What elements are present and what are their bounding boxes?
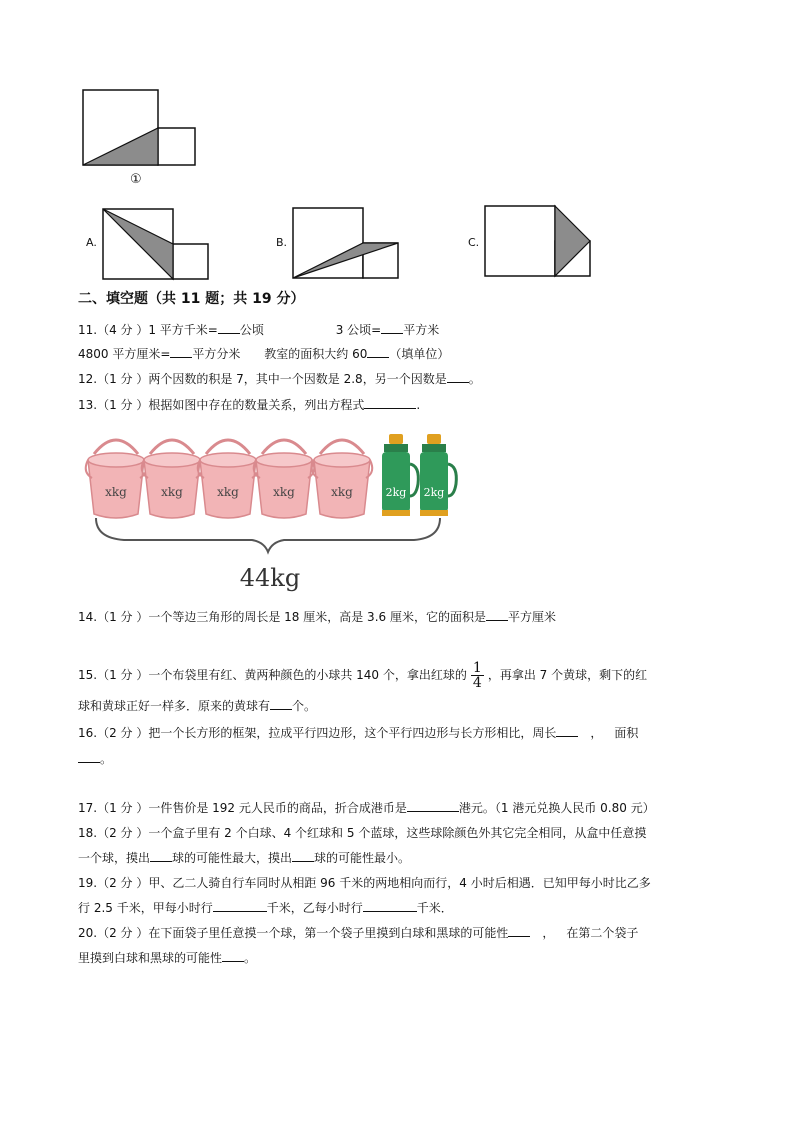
- bucket-4-label: xkg: [273, 485, 295, 499]
- q16-blank-2[interactable]: [78, 750, 100, 763]
- question-19-line2: [78, 899, 453, 917]
- q19-line2c: 千米．: [416, 901, 453, 915]
- q18-line2b: 球的可能性最大，摸出: [172, 851, 293, 865]
- question-16-line1: [78, 724, 638, 742]
- q19-line2a: 行 2.5 千米，甲每小时行: [78, 901, 213, 915]
- q13-figure: [84, 428, 464, 598]
- q16-tail: 面积: [614, 726, 639, 740]
- q15-part2: ，再拿出 7 个黄球，剩下的红: [487, 668, 648, 682]
- q16-end: 。: [100, 752, 113, 766]
- flask-2: [420, 434, 456, 516]
- q11-part6: 教室的面积大约 60: [264, 347, 368, 361]
- q20-line1: 20.（2 分 ）在下面袋子里任意摸一个球，第一个袋子里摸到白球和黑球的可能性: [78, 926, 509, 940]
- bucket-5-label: xkg: [331, 485, 353, 499]
- bucket-3-label: xkg: [217, 485, 239, 499]
- q15-line2a: 球和黄球正好一样多．原来的黄球有: [78, 699, 271, 713]
- q11-part4: 4800 平方厘米=: [78, 347, 171, 361]
- question-12: [78, 370, 481, 388]
- q18-line1: 18.（2 分 ）一个盒子里有 2 个白球、4 个红球和 5 个蓝球，这些球除颜色外其它完全相同，从盒中任意摸: [78, 826, 647, 840]
- option-c-figure[interactable]: [482, 203, 594, 279]
- question-11-line2: [78, 345, 449, 363]
- flask-1: [382, 434, 418, 516]
- question-15-line1: [78, 660, 647, 690]
- q11-blank-4[interactable]: [367, 345, 389, 358]
- q17-blank[interactable]: [407, 799, 459, 812]
- q14-text: 14.（1 分 ）一个等边三角形的周长是 18 厘米，高是 3.6 厘米，它的面积是: [78, 610, 486, 624]
- q17-text: 17.（1 分 ）一件售价是 192 元人民币的商品，折合成港币是: [78, 801, 407, 815]
- question-15-line2: [78, 697, 316, 715]
- q11-unit-1: 公顷: [239, 323, 264, 337]
- q20-line2a: 里摸到白球和黑球的可能性: [78, 951, 223, 965]
- q11-unit-2: 平方米: [403, 323, 440, 337]
- q18-line2c: 球的可能性最小。: [314, 851, 411, 865]
- q18-blank-2[interactable]: [292, 849, 314, 862]
- question-17: [78, 799, 655, 817]
- q19-blank-1[interactable]: [213, 899, 267, 912]
- q13-text: 13.（1 分 ）根据如图中存在的数量关系，列出方程式: [78, 398, 365, 412]
- q14-end: 平方厘米: [507, 610, 556, 624]
- q11-unit-3: 平方分米: [192, 347, 241, 361]
- total-brace: [96, 518, 440, 552]
- question-20-line2: [78, 949, 256, 967]
- section-title: 二、填空题（共 11 题；共 19 分）: [78, 291, 305, 307]
- q12-end: 。: [468, 372, 481, 386]
- total-label: 44kg: [239, 564, 301, 592]
- q20-blank-1[interactable]: [508, 924, 530, 937]
- figure-main: [80, 88, 200, 170]
- question-19-line1: [78, 874, 651, 892]
- figure-main-label: ①: [130, 172, 142, 187]
- q11-hint: （填单位）: [389, 347, 450, 361]
- q20-line2b: 。: [244, 951, 257, 965]
- bucket-2-label: xkg: [161, 485, 183, 499]
- q16-blank-1[interactable]: [556, 724, 578, 737]
- q11-head: 11.（4 分 ）1 平方千米=: [78, 323, 218, 337]
- q20-tail: 在第二个袋子: [566, 926, 639, 940]
- q12-text: 12.（1 分 ）两个因数的积是 7，其中一个因数是 2.8，另一个因数是: [78, 372, 447, 386]
- flask-1-label: 2kg: [385, 486, 407, 499]
- q11-blank-2[interactable]: [381, 321, 403, 334]
- q17-end: 港元。（1 港元兑换人民币 0.80 元）: [458, 801, 655, 815]
- q15-fraction-numerator: 1: [472, 660, 482, 676]
- q11-part2: 3 公顷=: [335, 323, 382, 337]
- q16-line1: 16.（2 分 ）把一个长方形的框架，拉成平行四边形，这个平行四边形与长方形相比，周长: [78, 726, 557, 740]
- question-18-line2: [78, 849, 410, 867]
- q15-fraction-denominator: 4: [472, 675, 482, 691]
- question-14: [78, 608, 556, 626]
- option-b-figure[interactable]: [290, 205, 402, 281]
- q19-line1: 19.（2 分 ）甲、乙二人骑自行车同时从相距 96 千米的两地相向而行，4 小时后相遇．已知甲每小时比乙多: [78, 876, 651, 890]
- q15-blank[interactable]: [270, 697, 292, 710]
- q15-part1: 15.（1 分 ）一个布袋里有红、黄两种颜色的小球共 140 个，拿出红球的: [78, 668, 467, 682]
- bucket-2: [142, 440, 203, 518]
- option-a-figure[interactable]: [100, 207, 212, 281]
- q20-blank-2[interactable]: [222, 949, 244, 962]
- question-18-line1: [78, 824, 646, 842]
- option-b-label: B.: [276, 236, 288, 249]
- q18-line2a: 一个球，摸出: [78, 851, 151, 865]
- q20-mid: ，: [542, 926, 555, 940]
- q15-fraction: [471, 661, 484, 690]
- option-c-label: C.: [468, 236, 480, 249]
- question-11-line1: [78, 321, 439, 339]
- q14-blank[interactable]: [486, 608, 508, 621]
- question-13: [78, 396, 420, 414]
- bucket-1: [86, 440, 147, 518]
- q13-end: .: [416, 398, 421, 412]
- bucket-5: [312, 440, 373, 518]
- bucket-3: [198, 440, 259, 518]
- q16-mid: ，: [590, 726, 603, 740]
- q11-blank-1[interactable]: [218, 321, 240, 334]
- question-16-line2: [78, 750, 112, 768]
- q19-blank-2[interactable]: [363, 899, 417, 912]
- q13-blank[interactable]: [364, 396, 416, 409]
- question-20-line1: [78, 924, 638, 942]
- q12-blank[interactable]: [447, 370, 469, 383]
- bucket-1-label: xkg: [105, 485, 127, 499]
- q11-blank-3[interactable]: [170, 345, 192, 358]
- q18-blank-1[interactable]: [150, 849, 172, 862]
- q15-line2b: 个。: [292, 699, 317, 713]
- q19-line2b: 千米，乙每小时行: [266, 901, 363, 915]
- flask-2-label: 2kg: [423, 486, 445, 499]
- option-a-label: A.: [86, 236, 97, 249]
- bucket-4: [254, 440, 315, 518]
